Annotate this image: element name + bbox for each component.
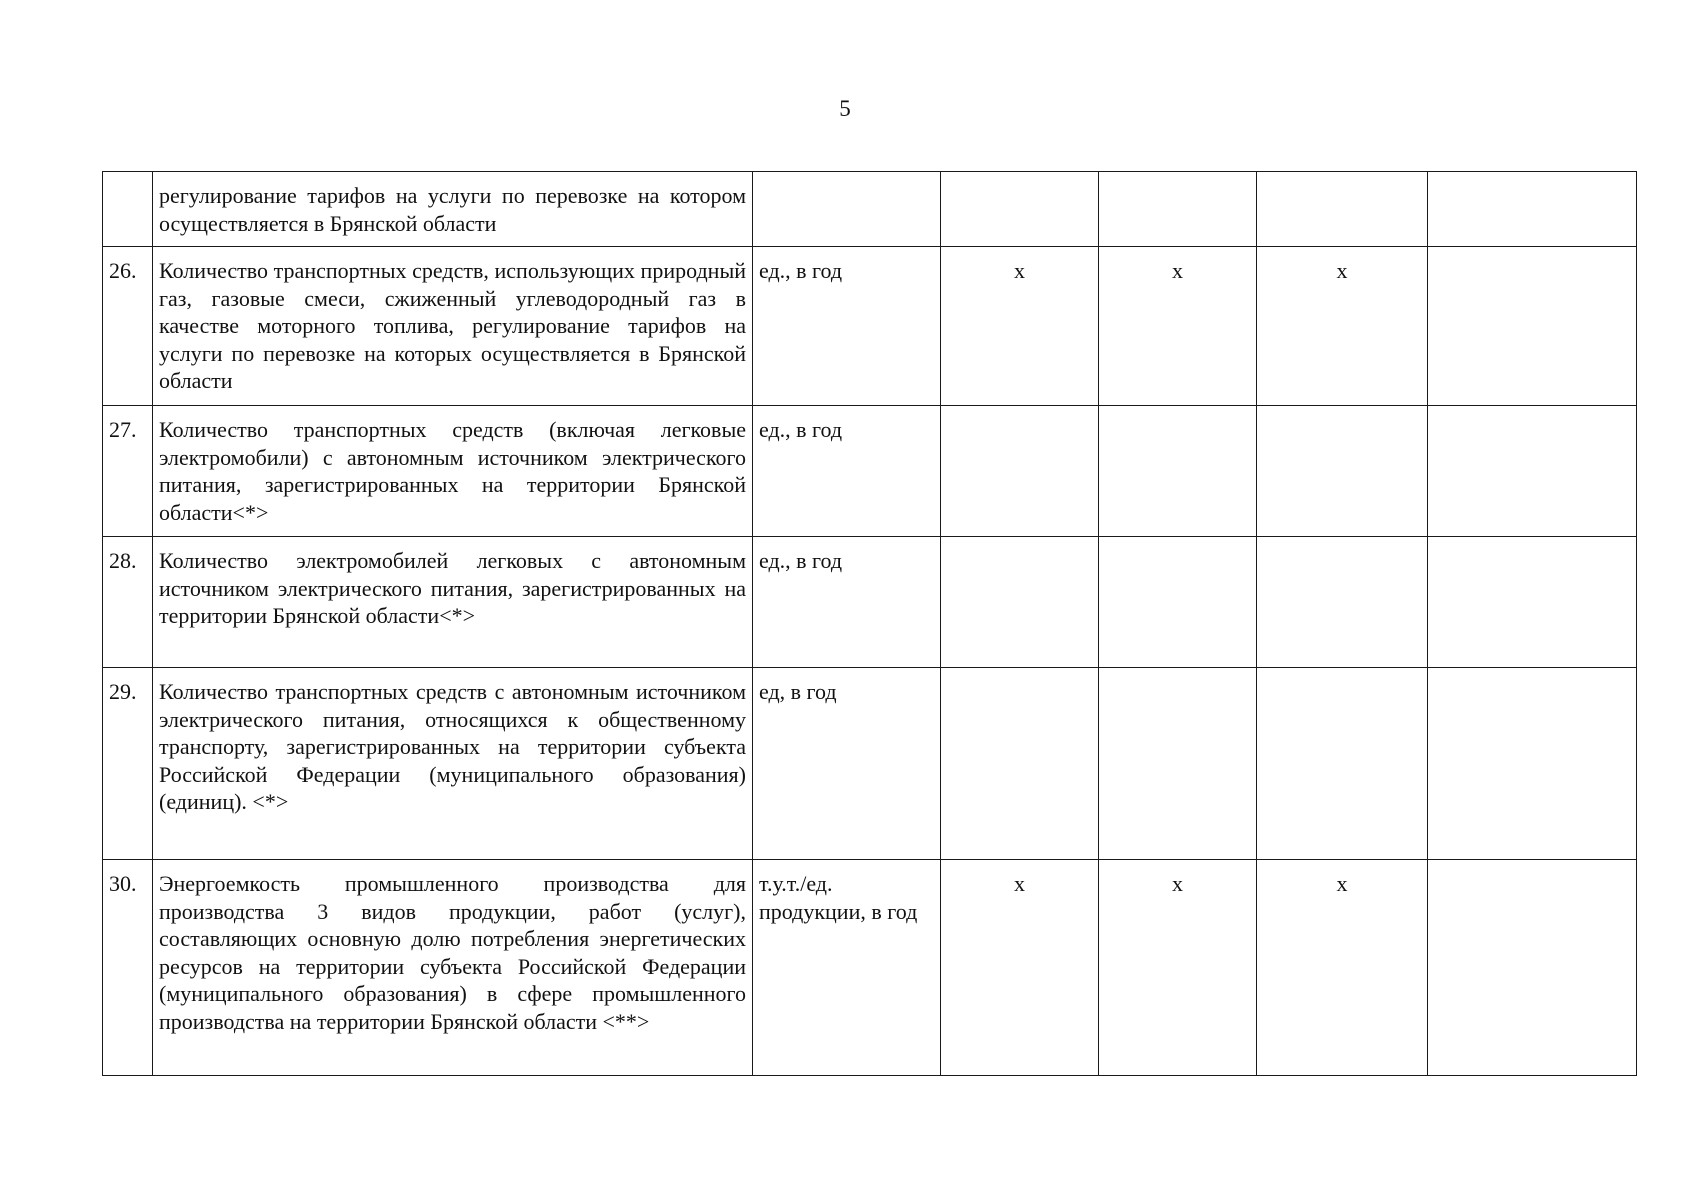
value-cell (1099, 668, 1257, 860)
table-row (103, 537, 1637, 668)
value-cell (1099, 172, 1257, 247)
value-cell: x (1099, 247, 1257, 406)
unit-cell: ед., в год (753, 537, 941, 668)
value-cell (1099, 537, 1257, 668)
value-cell (1428, 247, 1637, 406)
unit-cell: ед., в год (753, 406, 941, 537)
indicators-table (102, 171, 1637, 1076)
value-cell: x (941, 247, 1099, 406)
value-cell (1428, 406, 1637, 537)
value-cell (1257, 406, 1428, 537)
unit-cell: ед, в год (753, 668, 941, 860)
unit-cell: ед., в год (753, 247, 941, 406)
value-cell (941, 668, 1099, 860)
value-cell: x (1099, 860, 1257, 1076)
unit-cell: т.у.т./ед. продукции, в год (753, 860, 941, 1076)
value-cell (1257, 172, 1428, 247)
value-cell (1257, 668, 1428, 860)
value-cell (1428, 668, 1637, 860)
value-cell (1428, 172, 1637, 247)
value-cell: x (941, 860, 1099, 1076)
value-cell (941, 172, 1099, 247)
page-number: 5 (839, 96, 851, 121)
indicator-description-cell: Энергоемкость промышленного производства для производства 3 видов продукции, работ (услуг), составляющих основную долю потребления энергетических ресурсов на территории субъекта Российской Федерации (муниципального образования) в сфере промышленного производства на территории Брянской области <**> (153, 860, 753, 1076)
table-row (103, 860, 1637, 1076)
table-row (103, 247, 1637, 406)
table-row (103, 668, 1637, 860)
row-number-cell: 26. (103, 247, 153, 406)
indicator-description-cell: Количество транспортных средств, использующих природный газ, газовые смеси, сжиженный углеводородный газ в качестве моторного топлива, регулирование тарифов на услуги по перевозке на которых осуществляется в Брянской области (153, 247, 753, 406)
indicator-description-cell: Количество транспортных средств (включая легковые электромобили) с автономным источником электрического питания, зарегистрированных на территории Брянской области<*> (153, 406, 753, 537)
row-number-cell: 28. (103, 537, 153, 668)
value-cell (1099, 406, 1257, 537)
value-cell (1428, 860, 1637, 1076)
indicator-description-cell: Количество транспортных средств с автономным источником электрического питания, относящихся к общественному транспорту, зарегистрированных на территории субъекта Российской Федерации (муниципального образования) (единиц). <*> (153, 668, 753, 860)
table-row (103, 406, 1637, 537)
row-number-cell: 30. (103, 860, 153, 1076)
table-row (103, 172, 1637, 247)
value-cell (941, 406, 1099, 537)
indicator-description-cell: регулирование тарифов на услуги по перевозке на котором осуществляется в Брянской области (153, 172, 753, 247)
value-cell: x (1257, 860, 1428, 1076)
value-cell (1257, 537, 1428, 668)
value-cell (1428, 537, 1637, 668)
row-number-cell (103, 172, 153, 247)
indicator-description-cell: Количество электромобилей легковых с автономным источником электрического питания, зарегистрированных на территории Брянской области<*> (153, 537, 753, 668)
value-cell (941, 537, 1099, 668)
row-number-cell: 27. (103, 406, 153, 537)
row-number-cell: 29. (103, 668, 153, 860)
value-cell: x (1257, 247, 1428, 406)
unit-cell (753, 172, 941, 247)
